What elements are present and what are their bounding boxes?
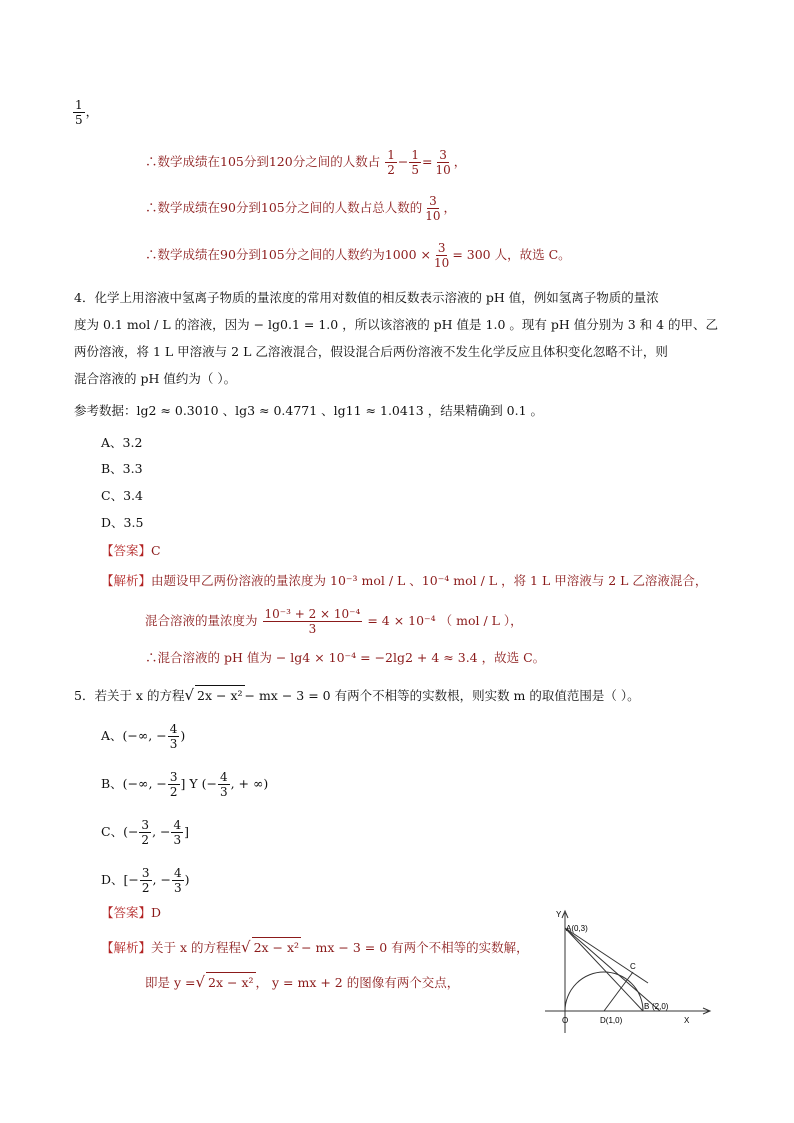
q4-reference-data: 参考数据：lg2 ≈ 0.3010 、lg3 ≈ 0.4771 、lg11 ≈ 1.0413 ，结果精确到 0.1 。	[74, 403, 544, 418]
solution-line-1: ∴数学成绩在105分到120分之间的人数占 $\frac{1}{2}$ − $\frac{1}{5}$ = $\frac{3}{10}$ ，	[145, 148, 467, 177]
q5-choice-d: D、[− $\frac{3}{2}$ , − $\frac{4}{3}$ )	[101, 866, 190, 895]
fraction: $\frac{3}{2}$	[169, 770, 178, 799]
fraction: $\frac{4}{3}$	[169, 722, 178, 751]
q5-stem: 5．若关于 x 的方程√ 2x − x² − mx − 3 = 0 有两个不相等的实数根，则实数 m 的取值范围是（ ）。	[74, 686, 640, 704]
fraction: $\frac{4}{3}$	[173, 866, 182, 895]
q4-choice-c: C、3.4	[101, 488, 143, 503]
q4-stem-line-2: 度为 0.1 mol / L 的溶液，因为 − lg0.1 = 1.0 ，所以该溶液的 pH 值是 1.0 。现有 pH 值分别为 3 和 4 的甲、乙	[74, 317, 719, 332]
fraction: $\frac{3}{10}$	[434, 241, 450, 270]
fraction: $\frac{1}{5}$	[411, 148, 419, 177]
solution-line-2: ∴数学成绩在90分到105分之间的人数占总人数的 $\frac{3}{10}$ ，	[145, 194, 457, 223]
tangent-line	[565, 928, 648, 983]
semicircle	[565, 972, 643, 1011]
q4-analysis-line-3: ∴混合溶液的 pH 值为 − lg4 × 10⁻⁴ = −2lg2 + 4 ≈ 3.4 ，故选 C。	[145, 650, 546, 665]
q4-stem-line-3: 两份溶液，将 1 L 甲溶液与 2 L 乙溶液混合，假设混合后两份溶液不发生化学反应且体积变化忽略不计，则	[74, 344, 668, 359]
fraction: $\frac{1}{5}$	[75, 98, 83, 127]
fraction: $\frac{3}{10}$	[425, 194, 441, 223]
sqrt-sign: √	[195, 973, 206, 991]
q4-analysis-line-2: 混合溶液的量浓度为 $\frac{\text{10⁻³ + 2 × 10⁻⁴}}{3}$ = 4 × 10⁻⁴ （ mol / L ），	[145, 607, 523, 636]
q5-choice-b: B、(−∞, − $\frac{3}{2}$ ] Y (− $\frac{4}{3}$ , + ∞)	[101, 770, 269, 799]
q5-choice-c: C、(− $\frac{3}{2}$ , − $\frac{4}{3}$ ]	[101, 818, 190, 847]
q4-choice-a: A、3.2	[101, 435, 143, 450]
q4-answer: 【答案】C	[101, 543, 161, 558]
sqrt-sign: √	[184, 686, 195, 704]
line-a-lower	[565, 928, 660, 1011]
q4-stem-line-4: 混合溶液的 pH 值约为（ ）。	[74, 371, 237, 386]
label-b: B	[644, 1002, 650, 1011]
label-c: C	[630, 962, 636, 971]
fraction: $\frac{3}{2}$	[141, 818, 150, 847]
fraction: $\frac{3}{2}$	[141, 866, 150, 895]
fraction: $\frac{3}{10}$	[435, 148, 451, 177]
fraction: $\frac{4}{3}$	[219, 770, 228, 799]
label-b-coord: (2,0)	[652, 1002, 669, 1011]
q5-answer: 【答案】D	[101, 905, 162, 920]
label-o: O	[562, 1016, 569, 1025]
fraction: $\frac{4}{3}$	[173, 818, 182, 847]
q4-stem-line-1: 4．化学上用溶液中氢离子物质的量浓度的常用对数值的相反数表示溶液的 pH 值，例如氢离子物质的量浓	[74, 290, 659, 305]
fraction: $\frac{1}{2}$	[387, 148, 395, 177]
geometry-figure	[540, 905, 720, 1040]
fraction: $\frac{\text{10⁻³ + 2 × 10⁻⁴}}{3}$	[264, 607, 361, 636]
label-y: Y	[556, 910, 562, 919]
solution-line-3: ∴数学成绩在90分到105分之间的人数约为1000 × $\frac{3}{10}$ = 300 人，故选 C。	[145, 241, 571, 270]
q4-choice-d: D、3.5	[101, 515, 144, 530]
label-d: D(1,0)	[600, 1016, 623, 1025]
top-fraction-line: $\frac{1}{5}$ ，	[75, 98, 99, 127]
q5-analysis-line-1: 【解析】关于 x 的方程程√ 2x − x² − mx − 3 = 0 有两个不相等的实数解，	[101, 938, 529, 956]
q5-analysis-line-2: 即是 y =√ 2x − x² ， y = mx + 2 的图像有两个交点，	[145, 973, 460, 991]
label-x: X	[684, 1016, 690, 1025]
q4-choice-b: B、3.3	[101, 461, 143, 476]
line-dc	[604, 972, 633, 1011]
q4-analysis-line-1: 【解析】由题设甲乙两份溶液的量浓度为 10⁻³ mol / L 、10⁻⁴ mol / L ，将 1 L 甲溶液与 2 L 乙溶液混合，	[101, 573, 708, 588]
sqrt-sign: √	[241, 938, 251, 956]
q5-choice-a: A、(−∞, − $\frac{4}{3}$ )	[101, 722, 186, 751]
label-a: A(0,3)	[566, 924, 588, 933]
